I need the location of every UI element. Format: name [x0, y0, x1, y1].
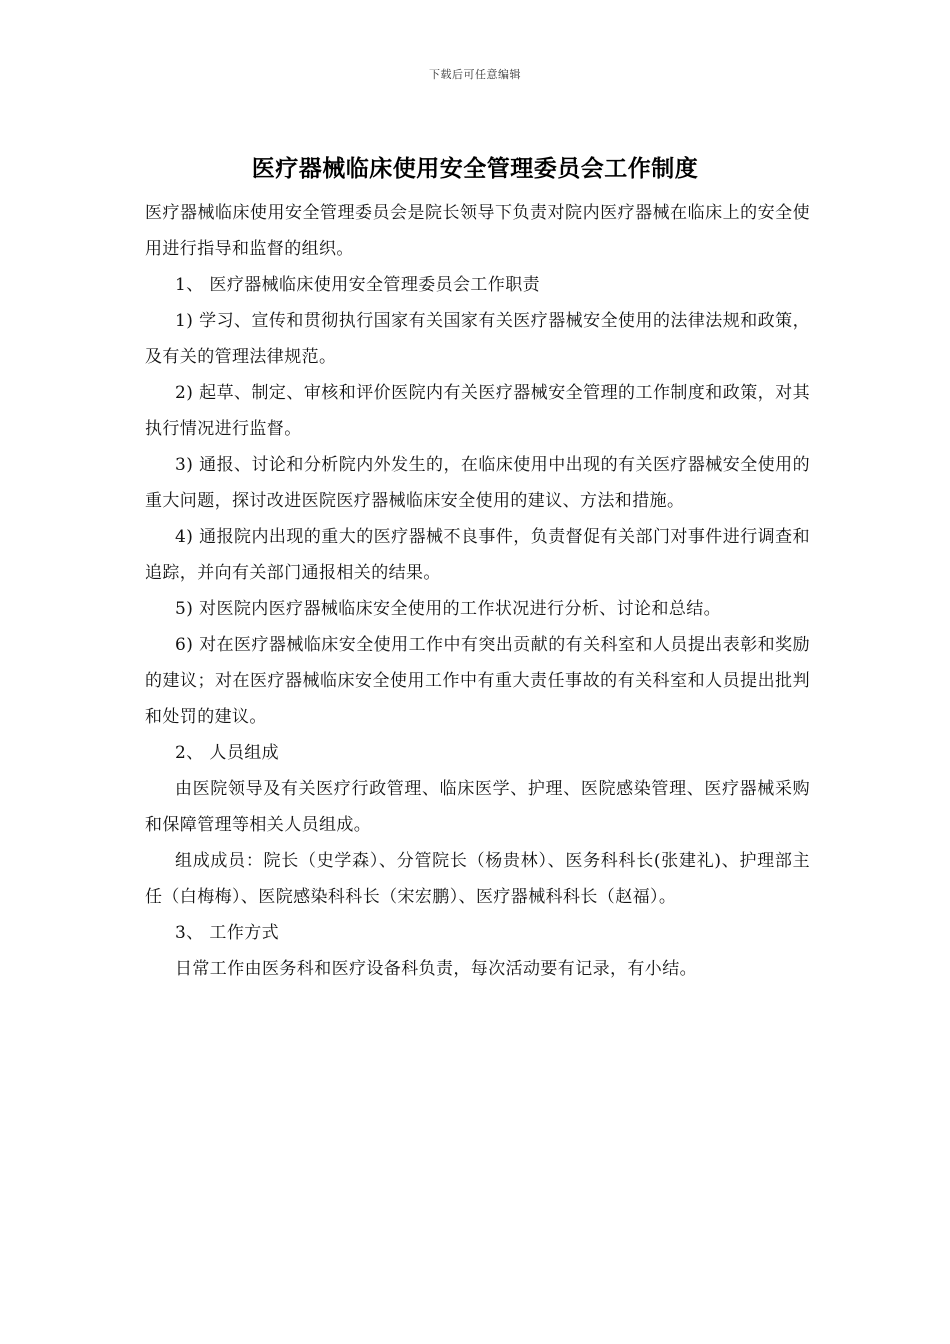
duty-item-3: 3) 通报、讨论和分析院内外发生的，在临床使用中出现的有关医疗器械安全使用的重大问题，探讨改进医院医疗器械临床安全使用的建议、方法和措施。 — [145, 455, 810, 511]
document-title: 医疗器械临床使用安全管理委员会工作制度 — [251, 156, 699, 182]
paragraph-intro: 医疗器械临床使用安全管理委员会是院长领导下负责对院内医疗器械在临床上的安全使用进行指导和监督的组织。 — [145, 203, 810, 259]
header-note: 下载后可任意编辑 — [429, 68, 521, 81]
paragraph-working-method: 日常工作由医务科和医疗设备科负责，每次活动要有记录，有小结。 — [175, 959, 697, 979]
paragraph-composition: 由医院领导及有关医疗行政管理、临床医学、护理、医院感染管理、医疗器械采购和保障管理等相关人员组成。 — [145, 779, 810, 835]
duty-item-4: 4) 通报院内出现的重大的医疗器械不良事件，负责督促有关部门对事件进行调查和追踪，并向有关部门通报相关的结果。 — [145, 527, 810, 583]
paragraph-member-list: 组成成员：院长（史学森）、分管院长（杨贵林）、医务科科长(张建礼)、护理部主任（白梅梅）、医院感染科科长（宋宏鹏）、医疗器械科科长（赵福）。 — [145, 851, 810, 907]
duty-item-5: 5) 对医院内医疗器械临床安全使用的工作状况进行分析、讨论和总结。 — [175, 599, 722, 619]
duty-item-1: 1) 学习、宣传和贯彻执行国家有关国家有关医疗器械安全使用的法律法规和政策，及有关的管理法律规范。 — [145, 311, 810, 367]
section-heading-working-method: 3、 工作方式 — [175, 923, 280, 943]
duty-item-6: 6) 对在医疗器械临床安全使用工作中有突出贡献的有关科室和人员提出表彰和奖励的建议；对在医疗器械临床安全使用工作中有重大责任事故的有关科室和人员提出批判和处罚的建议。 — [145, 635, 810, 727]
section-heading-duties: 1、 医疗器械临床使用安全管理委员会工作职责 — [175, 275, 541, 295]
section-heading-members: 2、 人员组成 — [175, 743, 280, 763]
document-body — [145, 195, 810, 987]
duty-item-2: 2) 起草、制定、审核和评价医院内有关医疗器械安全管理的工作制度和政策，对其执行情况进行监督。 — [145, 383, 810, 439]
